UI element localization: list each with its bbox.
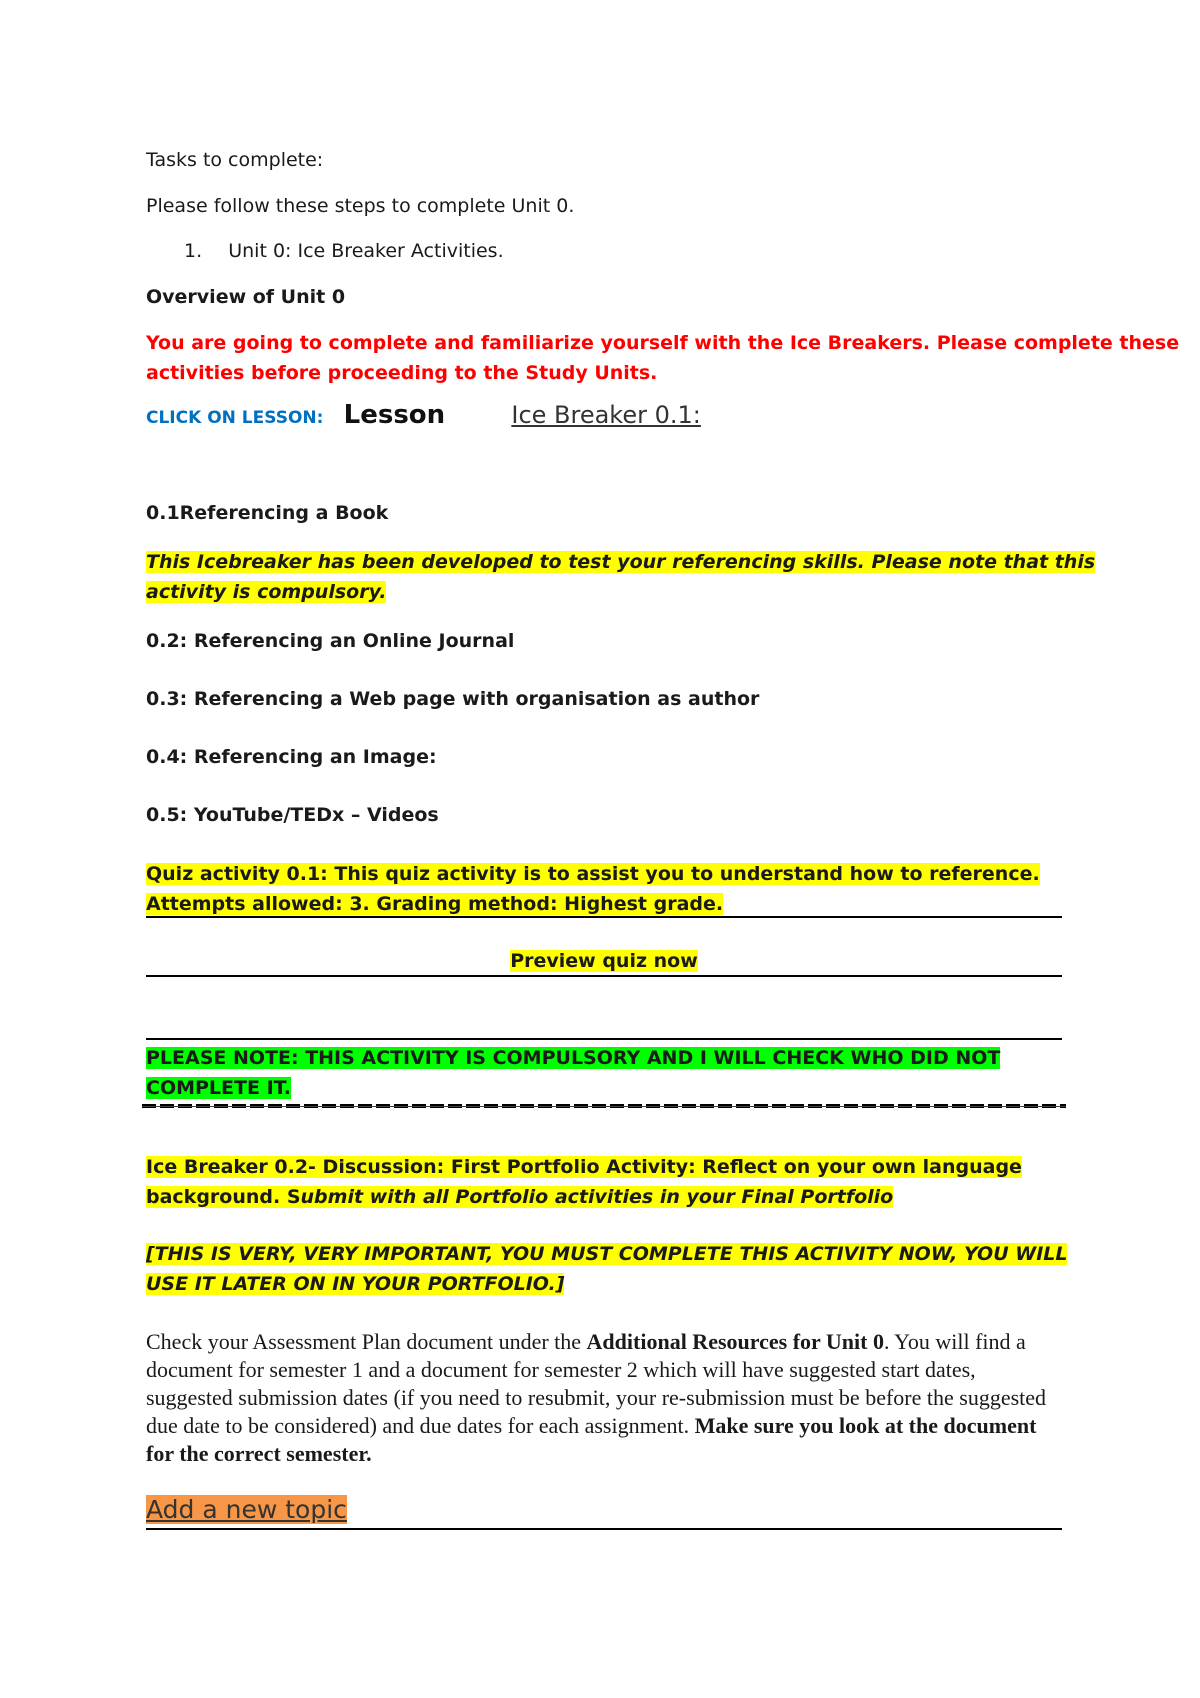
activity-01-note	[146, 551, 1095, 603]
ice-breaker-02-title[interactable]: Ice Breaker 0.2- Discussion: First Portfolio Activity: Reflect on your own language	[146, 1156, 1022, 1178]
click-on-lesson-label: CLICK ON LESSON:	[146, 408, 324, 428]
ice-breaker-02-line-2	[146, 1186, 893, 1208]
add-new-topic-link[interactable]: Add a new topic	[146, 1495, 347, 1524]
activity-01-note-line-1: This Icebreaker has been developed to test your referencing skills. Please note that this	[146, 551, 1096, 573]
overview-red-line-1: You are going to complete and familiarize yourself with the Ice Breakers. Please complete these	[146, 332, 1180, 354]
lesson-word: Lesson	[343, 400, 446, 430]
activity-03[interactable]: 0.3: Referencing a Web page with organisation as author	[146, 688, 760, 710]
assessment-part-1: Check your Assessment Plan document under the	[146, 1329, 587, 1354]
preview-quiz-button[interactable]: Preview quiz now	[510, 950, 698, 972]
rule-above-notice	[146, 1038, 1062, 1040]
activity-02[interactable]: 0.2: Referencing an Online Journal	[146, 630, 515, 652]
assessment-part-3: . You will find a document for semester 1 and a document for semester 2 which will have suggested start dates, suggested submission dates (if you need to resubmit, your re-submission must be before the suggested due date to be considered) and due dates for each assignment.	[146, 1329, 1047, 1438]
list-number: 1.	[184, 240, 203, 262]
overview-heading: Overview of Unit 0	[146, 286, 346, 308]
notice-line-1: PLEASE NOTE: THIS ACTIVITY IS COMPULSORY AND I WILL CHECK WHO DID NOT	[146, 1047, 1001, 1069]
ice-breaker-02-italic: ubmit with all Portfolio activities in your Final Portfolio	[300, 1186, 894, 1208]
assessment-correct-semester-bold: Make sure you look at the document for the correct semester.	[146, 1413, 1037, 1466]
rule-below-preview	[146, 975, 1062, 977]
activity-05[interactable]: 0.5: YouTube/TEDx – Videos	[146, 804, 439, 826]
dashed-separator-line	[142, 1106, 1066, 1107]
important-note	[146, 1243, 1067, 1295]
add-topic-row	[146, 1495, 347, 1525]
assessment-paragraph	[146, 1328, 1062, 1468]
numbered-list-item	[184, 240, 504, 262]
tasks-heading: Tasks to complete:	[146, 149, 324, 171]
compulsory-notice	[146, 1047, 1000, 1099]
overview-red-line-2: activities before proceeding to the Study Units.	[146, 362, 658, 384]
lesson-link-row	[146, 400, 701, 430]
follow-steps-text: Please follow these steps to complete Unit 0.	[146, 195, 575, 217]
preview-quiz-row	[146, 950, 1062, 972]
quiz-line-2: Attempts allowed: 3. Grading method: Highest grade.	[146, 893, 724, 915]
rule-below-add-topic	[146, 1528, 1062, 1530]
ice-breaker-02-prefix: background. S	[146, 1186, 301, 1208]
ice-breaker-01-link[interactable]: Ice Breaker 0.1:	[511, 401, 701, 429]
activity-01-note-line-2: activity is compulsory.	[146, 581, 387, 603]
list-item-text: Unit 0: Ice Breaker Activities.	[228, 240, 504, 262]
activity-04[interactable]: 0.4: Referencing an Image:	[146, 746, 437, 768]
quiz-description	[146, 863, 1040, 915]
rule-above-preview	[146, 916, 1062, 918]
activity-01-heading[interactable]: 0.1Referencing a Book	[146, 502, 389, 524]
notice-line-2: COMPLETE IT.	[146, 1077, 291, 1099]
ice-breaker-02-block	[146, 1156, 1022, 1208]
important-line-2: USE IT LATER ON IN YOUR PORTFOLIO.]	[146, 1273, 565, 1295]
assessment-resources-bold: Additional Resources for Unit 0	[586, 1329, 884, 1354]
quiz-line-1: Quiz activity 0.1: This quiz activity is to assist you to understand how to reference.	[146, 863, 1040, 885]
important-line-1: [THIS IS VERY, VERY IMPORTANT, YOU MUST COMPLETE THIS ACTIVITY NOW, YOU WILL	[146, 1243, 1068, 1265]
